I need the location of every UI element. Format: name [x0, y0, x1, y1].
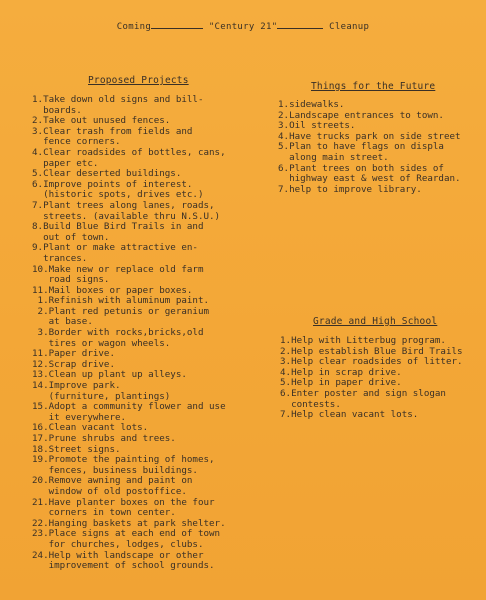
proposed-line: (historic spots, drives etc.) — [32, 189, 204, 201]
proposed-line: 19.Promote the painting of homes, — [32, 454, 215, 466]
proposed-line: 9.Plant or make attractive en- — [32, 242, 198, 254]
proposed-line: 5.Clear deserted buildings. — [32, 168, 182, 180]
title-century-21: "Century 21" — [208, 22, 278, 32]
proposed-line: 1.Take down old signs and bill- — [32, 94, 204, 105]
proposed-line: corners in town center. — [32, 507, 176, 519]
proposed-line: window of old postoffice. — [32, 485, 187, 497]
future-list — [278, 100, 486, 195]
future-line: 3.Oil streets. — [278, 120, 356, 132]
proposed-line: 20.Remove awning and paint on — [32, 475, 193, 487]
grade-high-school-heading: Grade and High School — [313, 316, 438, 327]
proposed-line: 11.Mail boxes or paper boxes. — [32, 284, 193, 296]
proposed-line: paper etc. — [32, 157, 99, 169]
proposed-line: trances. — [32, 252, 88, 264]
proposed-line: tires or wagon wheels. — [32, 337, 171, 349]
title-blank-2 — [277, 20, 323, 29]
proposed-line: 14.Improve park. — [32, 380, 121, 392]
proposed-line: 15.Adopt a community flower and use — [32, 401, 226, 413]
proposed-line: 3.Border with rocks,bricks,old — [32, 327, 204, 339]
proposed-line: (furniture, plantings) — [32, 390, 171, 402]
grade-line: 6.Enter poster and sign slogan — [280, 387, 446, 399]
proposed-line: for churches, lodges, clubs. — [32, 538, 204, 550]
proposed-line: 2.Plant red petunis or geranium — [32, 305, 210, 317]
title-blank-1 — [151, 20, 203, 29]
future-heading: Things for the Future — [311, 81, 436, 92]
proposed-line: 6.Improve points of interest. — [32, 178, 193, 190]
proposed-line: 7.Plant trees along lanes, roads, — [32, 199, 215, 211]
grade-line: 7.Help clean vacant lots. — [280, 409, 419, 421]
proposed-line: boards. — [32, 104, 82, 116]
future-line: 5.Plan to have flags on displa — [278, 141, 444, 153]
proposed-line: fence corners. — [32, 136, 121, 148]
document-title — [0, 20, 486, 32]
title-word-cleanup: Cleanup — [329, 22, 370, 32]
grade-line: contests. — [280, 398, 341, 410]
grade-high-school-list — [280, 336, 486, 421]
future-line: along main street. — [278, 151, 389, 163]
proposed-projects-list — [32, 95, 262, 572]
proposed-line: 1.Refinish with aluminum paint. — [32, 295, 210, 307]
proposed-line: 17.Prune shrubs and trees. — [32, 433, 176, 444]
proposed-line: 24.Help with landscape or other — [32, 549, 204, 561]
proposed-line: 10.Make new or replace old farm — [32, 263, 204, 275]
proposed-line: 12.Scrap drive. — [32, 358, 115, 370]
proposed-line: 18.Street signs. — [32, 443, 121, 455]
proposed-line: improvement of school grounds. — [32, 560, 215, 572]
title-word-coming: Coming — [116, 22, 152, 32]
proposed-line: 23.Place signs at each end of town — [32, 528, 221, 540]
proposed-line: 21.Have planter boxes on the four — [32, 496, 215, 508]
future-line: 2.Landscape entrances to town. — [278, 109, 444, 121]
proposed-line: 2.Take out unused fences. — [32, 115, 171, 127]
proposed-line: 8.Build Blue Bird Trails in and — [32, 221, 204, 233]
proposed-projects-heading: Proposed Projects — [88, 75, 189, 86]
future-line: 4.Have trucks park on side street — [278, 130, 461, 142]
grade-line: 1.Help with Litterbug program. — [280, 335, 446, 346]
future-line: 7.help to improve library. — [278, 183, 422, 195]
grade-line: 4.Help in scrap drive. — [280, 366, 402, 378]
grade-line: 3.Help clear roadsides of litter. — [280, 356, 463, 368]
proposed-line: 4.Clear roadsides of bottles, cans, — [32, 146, 226, 158]
proposed-line: 3.Clear trash from fields and — [32, 125, 193, 137]
grade-line: 5.Help in paper drive. — [280, 377, 402, 389]
grade-line: 2.Help establish Blue Bird Trails — [280, 345, 463, 357]
future-line: 6.Plant trees on both sides of — [278, 162, 444, 174]
future-line: highway east & west of Reardan. — [278, 173, 461, 185]
proposed-line: fences, business buildings. — [32, 464, 198, 476]
future-line: 1.sidewalks. — [278, 99, 345, 110]
proposed-line: road signs. — [32, 274, 110, 286]
proposed-line: 16.Clean vacant lots. — [32, 422, 149, 434]
proposed-line: at base. — [32, 316, 93, 328]
proposed-line: 22.Hanging baskets at park shelter. — [32, 517, 226, 529]
proposed-line: streets. (available thru N.S.U.) — [32, 210, 221, 222]
proposed-line: it everywhere. — [32, 411, 127, 423]
proposed-line: 11.Paper drive. — [32, 348, 115, 360]
proposed-line: 13.Clean up plant up alleys. — [32, 369, 187, 381]
proposed-line: out of town. — [32, 231, 110, 243]
